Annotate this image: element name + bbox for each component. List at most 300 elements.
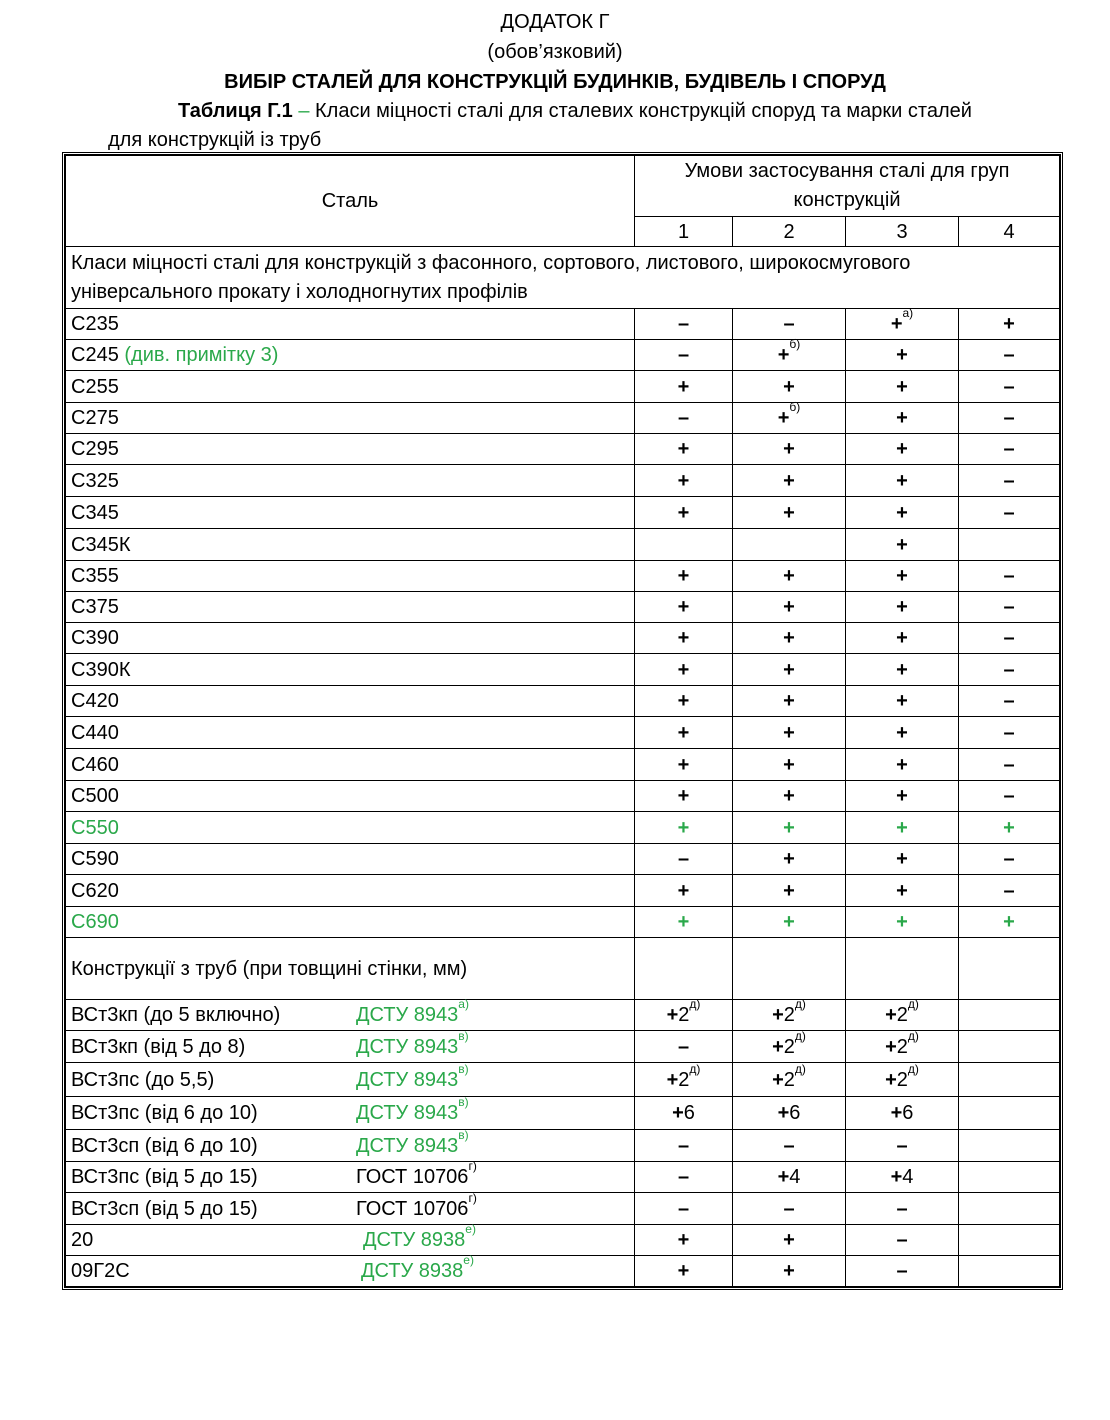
condition-mark: + (890, 1102, 903, 1124)
condition-cell (959, 812, 1060, 844)
annex-title: ВИБІР СТАЛЕЙ ДЛЯ КОНСТРУКЦІЙ БУДИНКІВ, БУДІВЕЛЬ І СПОРУД (224, 71, 886, 93)
steel-name: С620 (71, 879, 119, 902)
condition-cell (846, 1130, 959, 1162)
condition-cell (846, 781, 959, 812)
condition-mark: – (1003, 375, 1015, 398)
condition-mark: + (783, 785, 795, 807)
condition-mark: + (1003, 313, 1015, 335)
condition-mark: – (896, 1260, 908, 1282)
condition-cell (846, 1256, 959, 1287)
pipe-steel-name: ВСт3кп (до 5 включно) (71, 1004, 281, 1026)
steel-name-cell (66, 686, 635, 717)
steel-name-cell (66, 623, 635, 654)
condition-mark: – (1003, 469, 1015, 492)
header-steel: Сталь (66, 156, 635, 247)
condition-mark: + (677, 785, 690, 807)
condition-mark: + (783, 596, 795, 618)
condition-cell (733, 1097, 846, 1130)
condition-cell (959, 1193, 1060, 1225)
condition-mark: – (1003, 501, 1015, 524)
condition-mark: + (896, 658, 908, 681)
condition-mark: – (1003, 438, 1015, 460)
condition-cell (846, 997, 959, 1031)
steel-name-cell (66, 781, 635, 812)
condition-cell (733, 592, 846, 623)
condition-cell (635, 1031, 733, 1063)
section-rolled-title: Класи міцності сталі для конструкцій з фасонного, сортового, листового, широкосмугового універсального прокату і холодногнутих профілів (66, 247, 1060, 309)
condition-mark: + (896, 344, 908, 366)
table-row (66, 1225, 1060, 1256)
thickness-value: 6 (902, 1102, 914, 1124)
table-row (66, 654, 1060, 686)
condition-cell (959, 1225, 1060, 1256)
condition-mark: + (677, 911, 690, 933)
annex-status: (обов’язковий) (487, 41, 623, 63)
condition-mark: + (783, 879, 795, 902)
pipe-steel-cell (66, 1253, 635, 1287)
thickness-value: 2 (896, 1035, 908, 1058)
steel-name: С245 (71, 344, 119, 366)
condition-cell (959, 497, 1060, 529)
condition-cell (959, 686, 1060, 717)
condition-mark: + (677, 438, 690, 460)
footnote-ref: д) (907, 1061, 919, 1076)
condition-mark: + (677, 690, 690, 712)
thickness-value: 4 (789, 1166, 801, 1188)
steel-name: С690 (71, 911, 119, 933)
standard-name: ДСТУ 8943 (356, 1004, 459, 1026)
condition-mark: + (777, 407, 790, 429)
condition-mark: – (677, 1134, 690, 1157)
steel-name: С375 (71, 596, 119, 618)
table-caption-text: Класи міцності сталі для сталевих конструкцій споруд та марки сталей (315, 100, 972, 122)
table-row (66, 1000, 1060, 1031)
header-group-4: 4 (959, 217, 1060, 247)
condition-cell (846, 1162, 959, 1193)
table-row (66, 1063, 1060, 1097)
condition-cell (959, 371, 1060, 403)
condition-cell (733, 309, 846, 340)
steel-name-cell (66, 309, 635, 340)
steel-name-cell (66, 654, 635, 686)
condition-mark: – (677, 344, 690, 366)
steel-name: С440 (71, 721, 119, 744)
condition-mark: + (896, 438, 908, 460)
pipe-steel-name: ВСт3кп (від 5 до 8) (71, 1035, 246, 1058)
pipe-steel-cell (66, 1063, 635, 1097)
table-row (66, 686, 1060, 717)
thickness-value: 2 (678, 1068, 690, 1091)
condition-cell (959, 434, 1060, 465)
footnote-ref: г) (468, 1159, 477, 1173)
thickness-value: 2 (783, 1068, 795, 1091)
condition-cell (959, 1031, 1060, 1063)
condition-cell (959, 340, 1060, 371)
condition-mark: + (885, 1035, 897, 1058)
pipe-steel-cell (66, 1097, 635, 1130)
steel-name: С255 (71, 375, 119, 398)
pipe-steel-name: 09Г2С (71, 1260, 130, 1282)
condition-cell (733, 844, 846, 875)
pipe-steel-cell (66, 1127, 635, 1162)
condition-cell (635, 749, 733, 781)
table-row (66, 844, 1060, 875)
footnote-ref: б) (789, 400, 801, 414)
condition-cell (733, 497, 846, 529)
standard-ref (356, 997, 469, 1029)
footnote-ref: д) (689, 997, 701, 1011)
condition-mark: + (783, 1260, 795, 1282)
condition-mark: + (677, 469, 690, 492)
condition-cell (635, 1193, 733, 1225)
condition-mark: + (1003, 816, 1015, 839)
condition-mark: + (777, 1166, 790, 1188)
condition-mark: + (896, 596, 908, 618)
steel-name: С295 (71, 438, 119, 460)
condition-mark: – (1003, 785, 1015, 807)
standard-ref (356, 1061, 469, 1094)
condition-cell (959, 749, 1060, 781)
condition-mark: + (677, 753, 690, 776)
standard-name: ДСТУ 8943 (356, 1134, 459, 1157)
condition-mark: – (1003, 407, 1015, 429)
condition-cell (959, 1097, 1060, 1130)
condition-cell (635, 875, 733, 907)
condition-cell (635, 403, 733, 434)
footnote-ref: г) (468, 1190, 477, 1205)
condition-mark: – (677, 313, 690, 335)
steel-name: С355 (71, 565, 119, 587)
pipe-steel-cell (66, 1222, 635, 1256)
condition-mark: – (1003, 627, 1015, 649)
condition-mark: + (896, 375, 908, 398)
condition-mark: – (783, 1197, 795, 1220)
empty-cell (635, 938, 733, 1000)
steel-name-cell (66, 749, 635, 781)
steel-name-cell (66, 717, 635, 749)
table-row (66, 1256, 1060, 1287)
condition-cell (733, 434, 846, 465)
table-row (66, 623, 1060, 654)
condition-cell (733, 1162, 846, 1193)
condition-mark: + (777, 344, 790, 366)
condition-cell (733, 371, 846, 403)
pipe-steel-cell (66, 997, 635, 1031)
steel-name: С420 (71, 690, 119, 712)
annex-label: ДОДАТОК Г (500, 11, 610, 33)
table-row (66, 781, 1060, 812)
steel-name: С235 (71, 313, 119, 335)
footnote-ref: б) (789, 337, 801, 351)
condition-cell (635, 465, 733, 497)
footnote-ref: е) (463, 1253, 474, 1267)
condition-cell (733, 623, 846, 654)
condition-cell (846, 875, 959, 907)
condition-cell (733, 1063, 846, 1097)
pipe-steel-cell (66, 1159, 635, 1193)
condition-cell (635, 812, 733, 844)
condition-cell (733, 812, 846, 844)
steel-name: С460 (71, 753, 119, 776)
condition-mark: + (890, 313, 903, 335)
condition-mark: + (783, 469, 795, 492)
steel-name: С550 (71, 816, 119, 839)
condition-cell (959, 465, 1060, 497)
condition-cell (846, 812, 959, 844)
condition-cell (635, 529, 733, 561)
condition-mark: – (1003, 596, 1015, 618)
footnote-ref: д) (907, 997, 919, 1011)
condition-cell (846, 749, 959, 781)
condition-cell (846, 907, 959, 938)
condition-cell (959, 781, 1060, 812)
condition-mark: – (896, 1134, 908, 1157)
condition-mark: + (772, 1035, 784, 1058)
table-row (66, 403, 1060, 434)
condition-mark: + (890, 1166, 903, 1188)
condition-cell (635, 781, 733, 812)
steel-name-cell (66, 812, 635, 844)
footnote-ref: д) (794, 997, 806, 1011)
condition-cell (635, 907, 733, 938)
condition-cell (733, 400, 846, 434)
condition-mark: – (783, 313, 795, 335)
table-row (66, 529, 1060, 561)
condition-cell (959, 592, 1060, 623)
condition-cell (733, 465, 846, 497)
condition-mark: + (783, 1229, 795, 1251)
condition-cell (635, 434, 733, 465)
table-caption-continued: для конструкцій із труб (108, 129, 322, 151)
condition-cell (733, 1028, 846, 1063)
condition-cell (635, 592, 733, 623)
steel-name-cell (66, 592, 635, 623)
condition-mark: – (1003, 565, 1015, 587)
condition-cell (733, 529, 846, 561)
steel-name-cell (66, 340, 635, 371)
condition-cell (959, 1162, 1060, 1193)
condition-mark: – (677, 848, 690, 870)
condition-cell (733, 337, 846, 371)
condition-cell (959, 529, 1060, 561)
table-row (66, 875, 1060, 907)
steel-name: С325 (71, 469, 119, 492)
condition-cell (733, 561, 846, 592)
condition-cell (846, 654, 959, 686)
table-row (66, 749, 1060, 781)
condition-cell (959, 309, 1060, 340)
condition-mark: + (677, 375, 690, 398)
condition-cell (846, 1063, 959, 1097)
condition-mark: – (677, 407, 690, 429)
condition-mark: + (783, 658, 795, 681)
footnote-ref: д) (689, 1061, 701, 1076)
condition-mark: + (677, 1260, 690, 1282)
condition-cell (635, 844, 733, 875)
pipe-steel-cell (66, 1190, 635, 1225)
condition-cell (733, 997, 846, 1031)
condition-mark: + (677, 1229, 690, 1251)
condition-mark: + (896, 721, 908, 744)
condition-cell (635, 997, 733, 1031)
condition-mark: + (896, 753, 908, 776)
table-label: Таблиця Г.1 (178, 100, 293, 122)
condition-cell (733, 875, 846, 907)
condition-mark: + (672, 1102, 684, 1124)
header-group-1: 1 (635, 217, 733, 247)
condition-cell (959, 403, 1060, 434)
condition-cell (846, 434, 959, 465)
condition-cell (959, 623, 1060, 654)
condition-cell (635, 1162, 733, 1193)
standard-ref (356, 1028, 469, 1061)
table-row (66, 497, 1060, 529)
condition-mark: + (783, 438, 795, 460)
steel-name-cell (66, 561, 635, 592)
condition-cell (959, 1063, 1060, 1097)
condition-cell (959, 875, 1060, 907)
condition-cell (733, 1256, 846, 1287)
condition-mark: + (896, 879, 908, 902)
condition-mark: + (896, 565, 908, 587)
footnote-ref: а) (458, 997, 469, 1011)
table-row (66, 340, 1060, 371)
condition-cell (635, 654, 733, 686)
table-row (66, 309, 1060, 340)
condition-cell (635, 561, 733, 592)
condition-cell (846, 465, 959, 497)
condition-cell (635, 623, 733, 654)
condition-mark: – (1003, 344, 1015, 366)
table-row (66, 1130, 1060, 1162)
footnote-ref: д) (907, 1028, 919, 1043)
condition-cell (846, 403, 959, 434)
condition-cell (959, 654, 1060, 686)
thickness-value: 2 (678, 1004, 690, 1026)
condition-mark: + (677, 565, 690, 587)
steel-name: С345 (71, 501, 119, 524)
table-row (66, 434, 1060, 465)
condition-cell (846, 1225, 959, 1256)
condition-cell (846, 340, 959, 371)
condition-mark: + (885, 1004, 897, 1026)
condition-mark: + (666, 1068, 679, 1091)
condition-mark: – (1003, 658, 1015, 681)
condition-cell (635, 497, 733, 529)
steel-name-cell (66, 844, 635, 875)
condition-mark: + (896, 690, 908, 712)
condition-cell (846, 306, 959, 340)
condition-mark: + (783, 911, 795, 933)
condition-cell (846, 844, 959, 875)
steel-name-cell (66, 907, 635, 938)
standard-name: ГОСТ 10706 (356, 1166, 469, 1188)
footnote-ref: а) (902, 306, 914, 320)
condition-mark: + (885, 1068, 897, 1091)
table-row (66, 812, 1060, 844)
steel-name-cell (66, 465, 635, 497)
condition-cell (635, 686, 733, 717)
condition-cell (959, 717, 1060, 749)
condition-mark: + (783, 690, 795, 712)
condition-cell (733, 749, 846, 781)
condition-cell (733, 686, 846, 717)
section-pipes-row (66, 938, 1060, 1000)
condition-cell (959, 561, 1060, 592)
condition-mark: – (677, 1035, 690, 1058)
standard-name: ГОСТ 10706 (356, 1197, 469, 1220)
footnote-ref: в) (458, 1095, 469, 1109)
steel-name: С500 (71, 785, 119, 807)
table-row (66, 907, 1060, 938)
condition-cell (635, 371, 733, 403)
pipe-steel-name: ВСт3пс (до 5,5) (71, 1068, 215, 1091)
condition-mark: – (1003, 721, 1015, 744)
condition-mark: + (896, 785, 908, 807)
footnote-ref: д) (794, 1028, 806, 1043)
condition-mark: + (772, 1068, 784, 1091)
condition-mark: – (1003, 753, 1015, 776)
condition-cell (635, 309, 733, 340)
pipe-steel-cell (66, 1028, 635, 1063)
header-group-2: 2 (733, 217, 846, 247)
header-conditions: Умови застосування сталі для груп конструкцій (635, 156, 1060, 217)
condition-cell (635, 1225, 733, 1256)
condition-mark: + (677, 879, 690, 902)
condition-mark: + (677, 501, 690, 524)
condition-cell (733, 1193, 846, 1225)
thickness-value: 2 (783, 1004, 795, 1026)
condition-cell (959, 844, 1060, 875)
table-row (66, 1097, 1060, 1130)
condition-mark: – (677, 1166, 690, 1188)
standard-ref (356, 1159, 477, 1191)
condition-mark: – (677, 1197, 690, 1220)
condition-mark: + (677, 658, 690, 681)
table-row (66, 371, 1060, 403)
condition-cell (733, 1225, 846, 1256)
condition-cell (733, 654, 846, 686)
pipe-steel-name: ВСт3сп (від 5 до 15) (71, 1197, 258, 1220)
condition-mark: + (896, 469, 908, 492)
condition-mark: + (896, 627, 908, 649)
condition-mark: + (783, 753, 795, 776)
steel-name: С390 (71, 627, 119, 649)
pipe-steel-name: ВСт3сп (від 6 до 10) (71, 1134, 258, 1157)
steel-table (65, 155, 1060, 1287)
condition-mark: + (783, 627, 795, 649)
steel-name-cell (66, 497, 635, 529)
footnote-ref: д) (794, 1061, 806, 1076)
condition-cell (635, 1256, 733, 1287)
thickness-value: 2 (896, 1068, 908, 1091)
condition-mark: – (1003, 879, 1015, 902)
condition-mark: + (677, 596, 690, 618)
condition-mark: + (1003, 911, 1015, 933)
condition-mark: + (896, 501, 908, 524)
condition-mark: + (783, 375, 795, 398)
condition-mark: + (772, 1004, 784, 1026)
condition-cell (846, 371, 959, 403)
condition-mark: – (896, 1197, 908, 1220)
condition-cell (846, 592, 959, 623)
condition-cell (846, 623, 959, 654)
table-row (66, 1193, 1060, 1225)
thickness-value: 2 (783, 1035, 795, 1058)
condition-mark: + (896, 911, 908, 933)
steel-name-cell (66, 403, 635, 434)
standard-name: ДСТУ 8943 (356, 1102, 459, 1124)
